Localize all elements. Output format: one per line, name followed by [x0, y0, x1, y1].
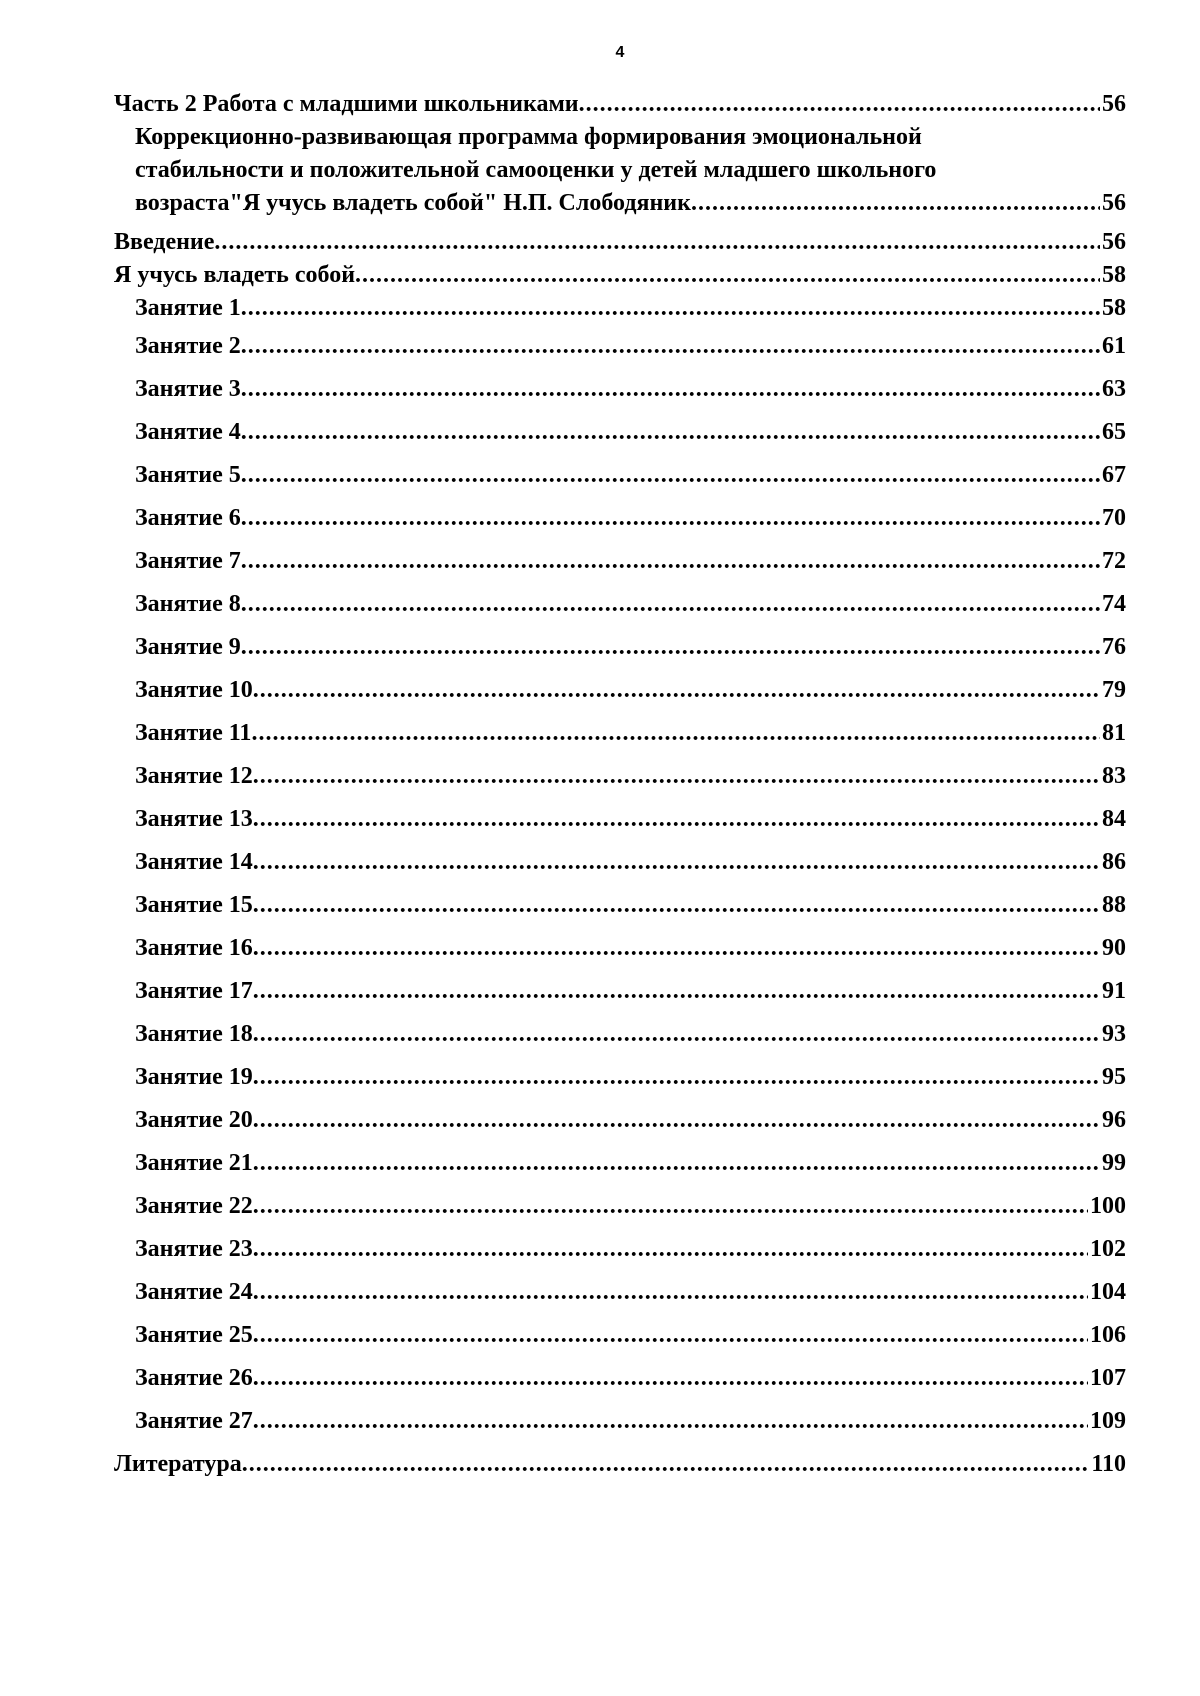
toc-entry-title: Занятие 18	[135, 1021, 253, 1047]
toc-entry-title: Занятие 12	[135, 763, 253, 789]
dot-leader	[253, 1357, 1088, 1400]
toc-entry-page: 83	[1102, 763, 1126, 789]
toc-entry-page: 65	[1102, 419, 1126, 445]
toc-entry-title: Занятие 23	[135, 1236, 253, 1262]
toc-entry-page: 58	[1102, 295, 1126, 321]
toc-entry-page: 96	[1102, 1107, 1126, 1133]
toc-entry-last-line	[135, 187, 1126, 220]
dot-leader	[253, 1271, 1088, 1314]
dot-leader	[253, 1142, 1100, 1185]
toc-entry-page: 88	[1102, 892, 1126, 918]
dot-leader	[253, 1013, 1100, 1056]
toc-entry-title: Занятие 1	[135, 295, 241, 321]
dot-leader	[253, 1099, 1100, 1142]
toc-entry-lesson[interactable]	[114, 884, 1126, 927]
toc-entry-lesson[interactable]	[114, 1142, 1126, 1185]
page-number: 4	[615, 44, 625, 61]
toc-entry-title: Занятие 14	[135, 849, 253, 875]
toc-entry-page: 79	[1102, 677, 1126, 703]
toc-entry-title: Занятие 8	[135, 591, 241, 617]
lesson-list	[114, 292, 1126, 1443]
table-of-contents	[114, 88, 1126, 1486]
toc-entry-page: 61	[1102, 333, 1126, 359]
toc-entry-title-line: Коррекционно-развивающая программа формирования эмоциональной	[135, 124, 922, 150]
toc-entry-title: Занятие 5	[135, 462, 241, 488]
dot-leader	[253, 841, 1100, 884]
dot-leader	[253, 970, 1100, 1013]
toc-entry-page: 72	[1102, 548, 1126, 574]
dot-leader	[241, 626, 1100, 669]
toc-entry-title: Занятие 16	[135, 935, 253, 961]
toc-entry-lesson[interactable]	[114, 583, 1126, 626]
toc-entry-page: 81	[1102, 720, 1126, 746]
toc-entry-title: Литература	[114, 1451, 242, 1477]
toc-entry-lesson[interactable]	[114, 454, 1126, 497]
dot-leader	[253, 798, 1100, 841]
toc-entry-page: 99	[1102, 1150, 1126, 1176]
dot-leader	[253, 1185, 1088, 1228]
toc-entry-lesson[interactable]	[114, 1400, 1126, 1443]
toc-entry-lesson[interactable]	[114, 1314, 1126, 1357]
toc-entry-page: 91	[1102, 978, 1126, 1004]
toc-entry-page: 56	[1102, 229, 1126, 255]
toc-entry-lesson[interactable]	[114, 1056, 1126, 1099]
toc-entry-page: 84	[1102, 806, 1126, 832]
dot-leader	[241, 497, 1100, 540]
toc-entry-title: Занятие 7	[135, 548, 241, 574]
toc-entry-lesson[interactable]	[114, 1228, 1126, 1271]
toc-entry-title: Занятие 25	[135, 1322, 253, 1348]
dot-leader	[241, 325, 1100, 368]
toc-entry-lesson[interactable]	[114, 669, 1126, 712]
toc-entry-lesson[interactable]	[114, 927, 1126, 970]
toc-entry-page: 76	[1102, 634, 1126, 660]
toc-entry-title-line: стабильности и положительной самооценки у детей младшего школьного	[135, 157, 937, 183]
toc-entry-lesson[interactable]	[114, 1013, 1126, 1056]
dot-leader	[253, 927, 1100, 970]
toc-entry-lesson[interactable]	[114, 841, 1126, 884]
toc-entry-lesson[interactable]	[114, 712, 1126, 755]
dot-leader	[253, 1400, 1088, 1443]
toc-entry-lesson[interactable]	[114, 755, 1126, 798]
toc-entry-lesson[interactable]	[114, 1357, 1126, 1400]
toc-entry-title: Занятие 15	[135, 892, 253, 918]
toc-entry-lesson[interactable]	[114, 325, 1126, 368]
toc-entry-lesson[interactable]	[114, 1185, 1126, 1228]
dot-leader	[253, 884, 1100, 927]
toc-entry-intro[interactable]	[114, 226, 1126, 259]
dot-leader	[253, 1056, 1100, 1099]
dot-leader	[241, 292, 1100, 325]
toc-entry-title: возраста"Я учусь владеть собой" Н.П. Слободяник	[135, 190, 691, 216]
dot-leader	[241, 454, 1100, 497]
toc-entry-title: Занятие 11	[135, 720, 252, 746]
toc-entry-title: Занятие 6	[135, 505, 241, 531]
dot-leader	[691, 187, 1100, 220]
toc-entry-lesson[interactable]	[114, 970, 1126, 1013]
toc-entry-section[interactable]	[114, 259, 1126, 292]
toc-entry-page: 90	[1102, 935, 1126, 961]
toc-entry-title: Занятие 21	[135, 1150, 253, 1176]
toc-entry-page: 110	[1091, 1451, 1126, 1477]
dot-leader	[253, 669, 1100, 712]
toc-entry-title: Я учусь владеть собой	[114, 262, 356, 288]
toc-entry-title: Занятие 24	[135, 1279, 253, 1305]
toc-entry-page: 56	[1102, 190, 1126, 216]
toc-entry-page: 56	[1102, 91, 1126, 117]
dot-leader	[241, 411, 1100, 454]
toc-entry-lesson[interactable]	[114, 798, 1126, 841]
dot-leader	[579, 88, 1100, 121]
toc-entry-title: Часть 2 Работа с младшими школьниками	[114, 91, 579, 117]
toc-entry-title: Занятие 10	[135, 677, 253, 703]
toc-entry-program[interactable]	[114, 121, 1126, 220]
toc-entry-title: Занятие 22	[135, 1193, 253, 1219]
dot-leader	[241, 583, 1100, 626]
toc-entry-lesson[interactable]	[114, 626, 1126, 669]
toc-entry-page: 58	[1102, 262, 1126, 288]
toc-entry-lesson[interactable]	[114, 1099, 1126, 1142]
dot-leader	[241, 540, 1100, 583]
toc-entry-lesson[interactable]	[114, 1271, 1126, 1314]
toc-entry-lesson[interactable]	[114, 368, 1126, 411]
dot-leader	[242, 1443, 1090, 1486]
toc-entry-title: Занятие 26	[135, 1365, 253, 1391]
dot-leader	[355, 259, 1100, 292]
toc-entry-page: 70	[1102, 505, 1126, 531]
toc-entry-page: 102	[1090, 1236, 1126, 1262]
toc-entry-lesson[interactable]	[114, 497, 1126, 540]
toc-entry-page: 74	[1102, 591, 1126, 617]
dot-leader	[253, 1314, 1088, 1357]
toc-entry-page: 67	[1102, 462, 1126, 488]
toc-entry-title: Занятие 27	[135, 1408, 253, 1434]
toc-entry-lesson[interactable]	[114, 411, 1126, 454]
dot-leader	[241, 368, 1100, 411]
toc-entry-lesson[interactable]	[114, 540, 1126, 583]
toc-entry-title: Занятие 20	[135, 1107, 253, 1133]
toc-entry-title: Занятие 13	[135, 806, 253, 832]
dot-leader	[214, 226, 1100, 259]
dot-leader	[251, 712, 1100, 755]
toc-entry-page: 106	[1090, 1322, 1126, 1348]
dot-leader	[253, 755, 1100, 798]
toc-entry-part[interactable]	[114, 88, 1126, 121]
toc-entry-page: 109	[1090, 1408, 1126, 1434]
toc-entry-page: 104	[1090, 1279, 1126, 1305]
toc-entry-title: Введение	[114, 229, 215, 255]
toc-entry-title: Занятие 4	[135, 419, 241, 445]
toc-entry-page: 63	[1102, 376, 1126, 402]
dot-leader	[253, 1228, 1088, 1271]
toc-entry-title: Занятие 2	[135, 333, 241, 359]
toc-entry-page: 100	[1090, 1193, 1126, 1219]
toc-entry-page: 107	[1090, 1365, 1126, 1391]
toc-entry-title: Занятие 17	[135, 978, 253, 1004]
toc-entry-title: Занятие 3	[135, 376, 241, 402]
toc-entry-lesson[interactable]	[114, 292, 1126, 325]
toc-entry-page: 95	[1102, 1064, 1126, 1090]
toc-entry-page: 93	[1102, 1021, 1126, 1047]
toc-entry-title: Занятие 9	[135, 634, 241, 660]
toc-entry-page: 86	[1102, 849, 1126, 875]
toc-entry-literature[interactable]	[114, 1443, 1126, 1486]
toc-entry-title: Занятие 19	[135, 1064, 253, 1090]
